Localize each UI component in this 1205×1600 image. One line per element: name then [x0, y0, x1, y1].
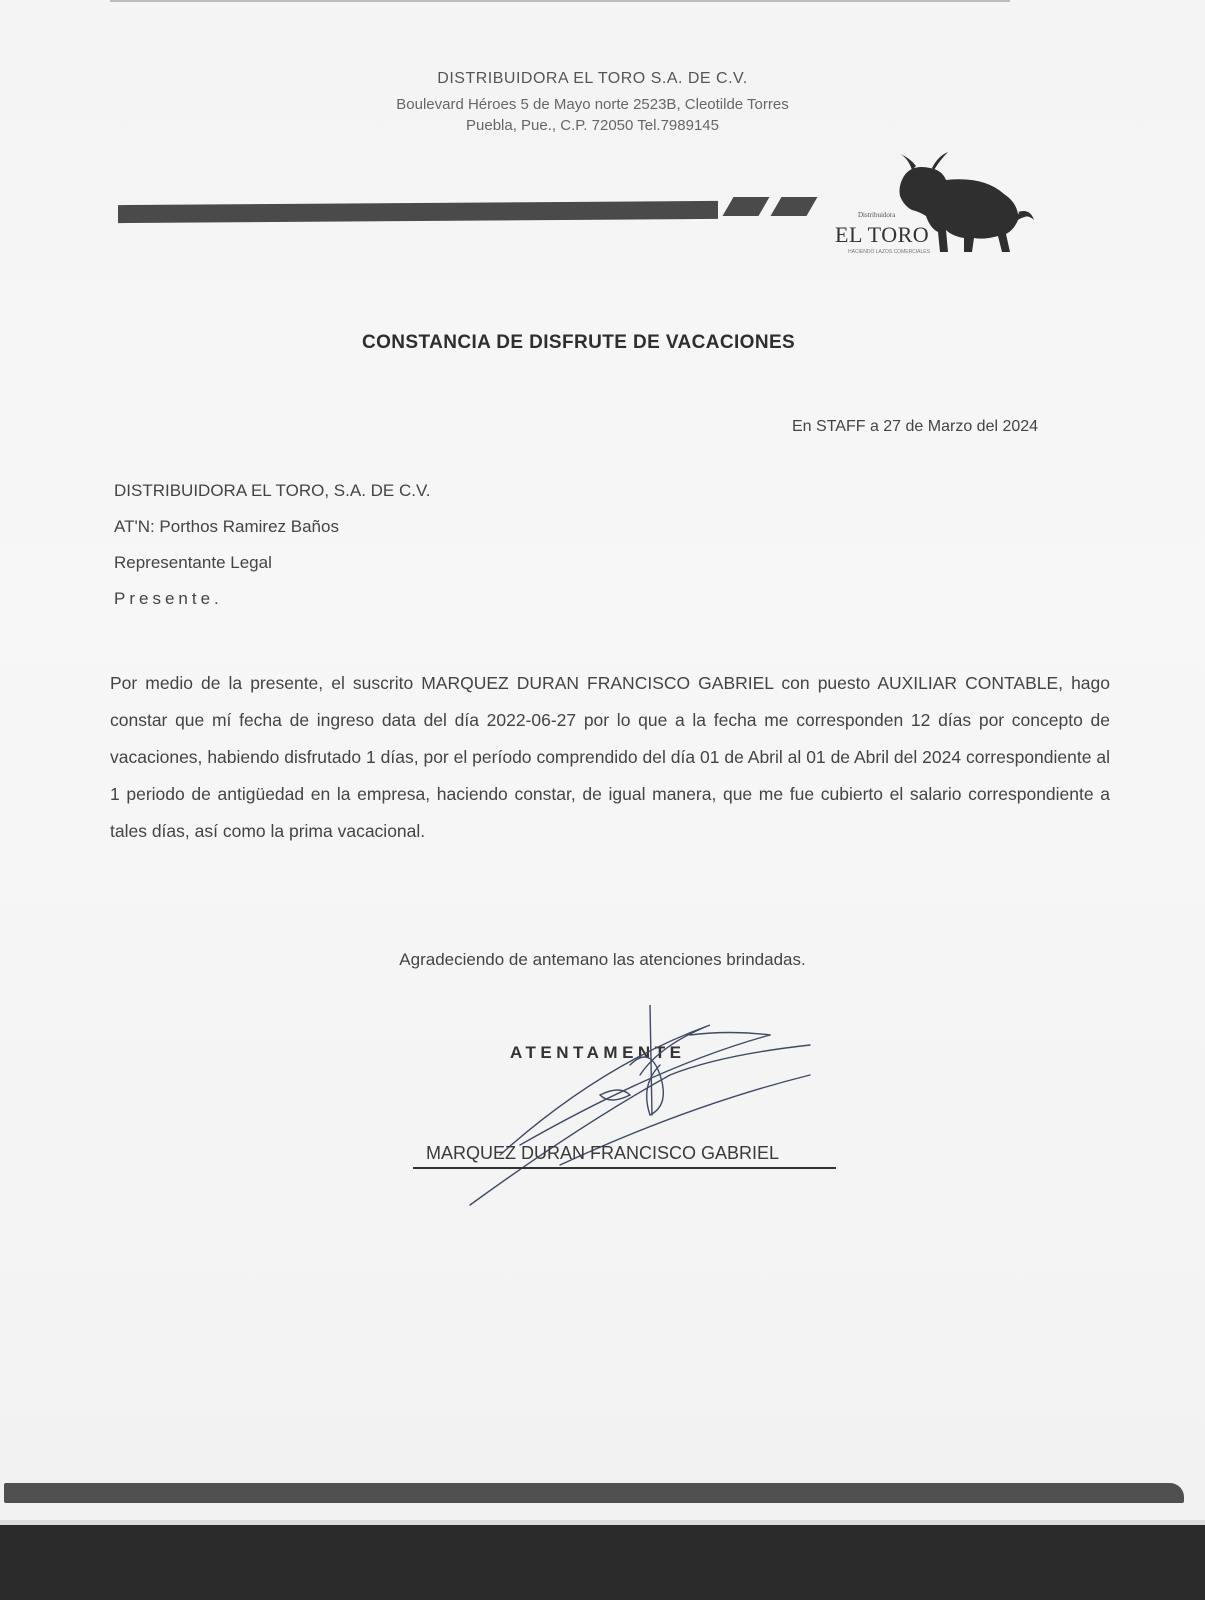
date-line: En STAFF a 27 de Marzo del 2024 [792, 418, 1039, 435]
signer-name: MARQUEZ DURAN FRANCISCO GABRIEL [426, 1143, 780, 1163]
letterhead-bar-segment [723, 197, 770, 216]
logo-subtitle: Distribuidora [858, 211, 896, 219]
addressee-attention: AT'N: Porthos Ramirez Baños [114, 517, 339, 536]
footer-bar [4, 1483, 1184, 1503]
logo-wordmark: EL TORO [835, 222, 930, 247]
page-top-edge [110, 0, 1010, 2]
addressee-greeting: Presente. [114, 589, 223, 608]
handwritten-signature [460, 1005, 840, 1215]
letterhead-address-line-2: Puebla, Pue., C.P. 72050 Tel.7989145 [466, 117, 719, 134]
letterhead-bar-segment [771, 197, 818, 216]
document-title: CONSTANCIA DE DISFRUTE DE VACACIONES [362, 332, 796, 353]
letterhead-bar [118, 201, 718, 223]
addressee-role: Representante Legal [114, 553, 272, 572]
logo-tagline: HACIENDO LAZOS COMERCIALES [848, 249, 930, 255]
background-surface [0, 1525, 1205, 1600]
body-paragraph: Por medio de la presente, el suscrito MARQUEZ DURAN FRANCISCO GABRIEL con puesto AUXILIAR CONTABLE, hago constar que mí fecha de ingreso data del día 2022-06-27 por lo que a la fecha me corresponden 12 días por concepto de vacaciones, habiendo disfrutado 1 días, por el período comprendido del día 01 de Abril al 01 de Abril del 2024 correspondiente al 1 periodo de antigüedad en la empresa, haciendo constar, de igual manera, que me fue cubierto el salario correspondiente a tales días, así como la prima vacacional. [110, 673, 1110, 841]
signature-line [413, 1167, 836, 1169]
addressee-company: DISTRIBUIDORA EL TORO, S.A. DE C.V. [114, 481, 431, 500]
closing-line: Agradeciendo de antemano las atenciones brindadas. [399, 950, 806, 969]
sign-off: ATENTAMENTE [510, 1043, 686, 1062]
letterhead-address-line-1: Boulevard Héroes 5 de Mayo norte 2523B, Cleotilde Torres [396, 96, 789, 113]
letterhead-company: DISTRIBUIDORA EL TORO S.A. DE C.V. [437, 70, 748, 87]
